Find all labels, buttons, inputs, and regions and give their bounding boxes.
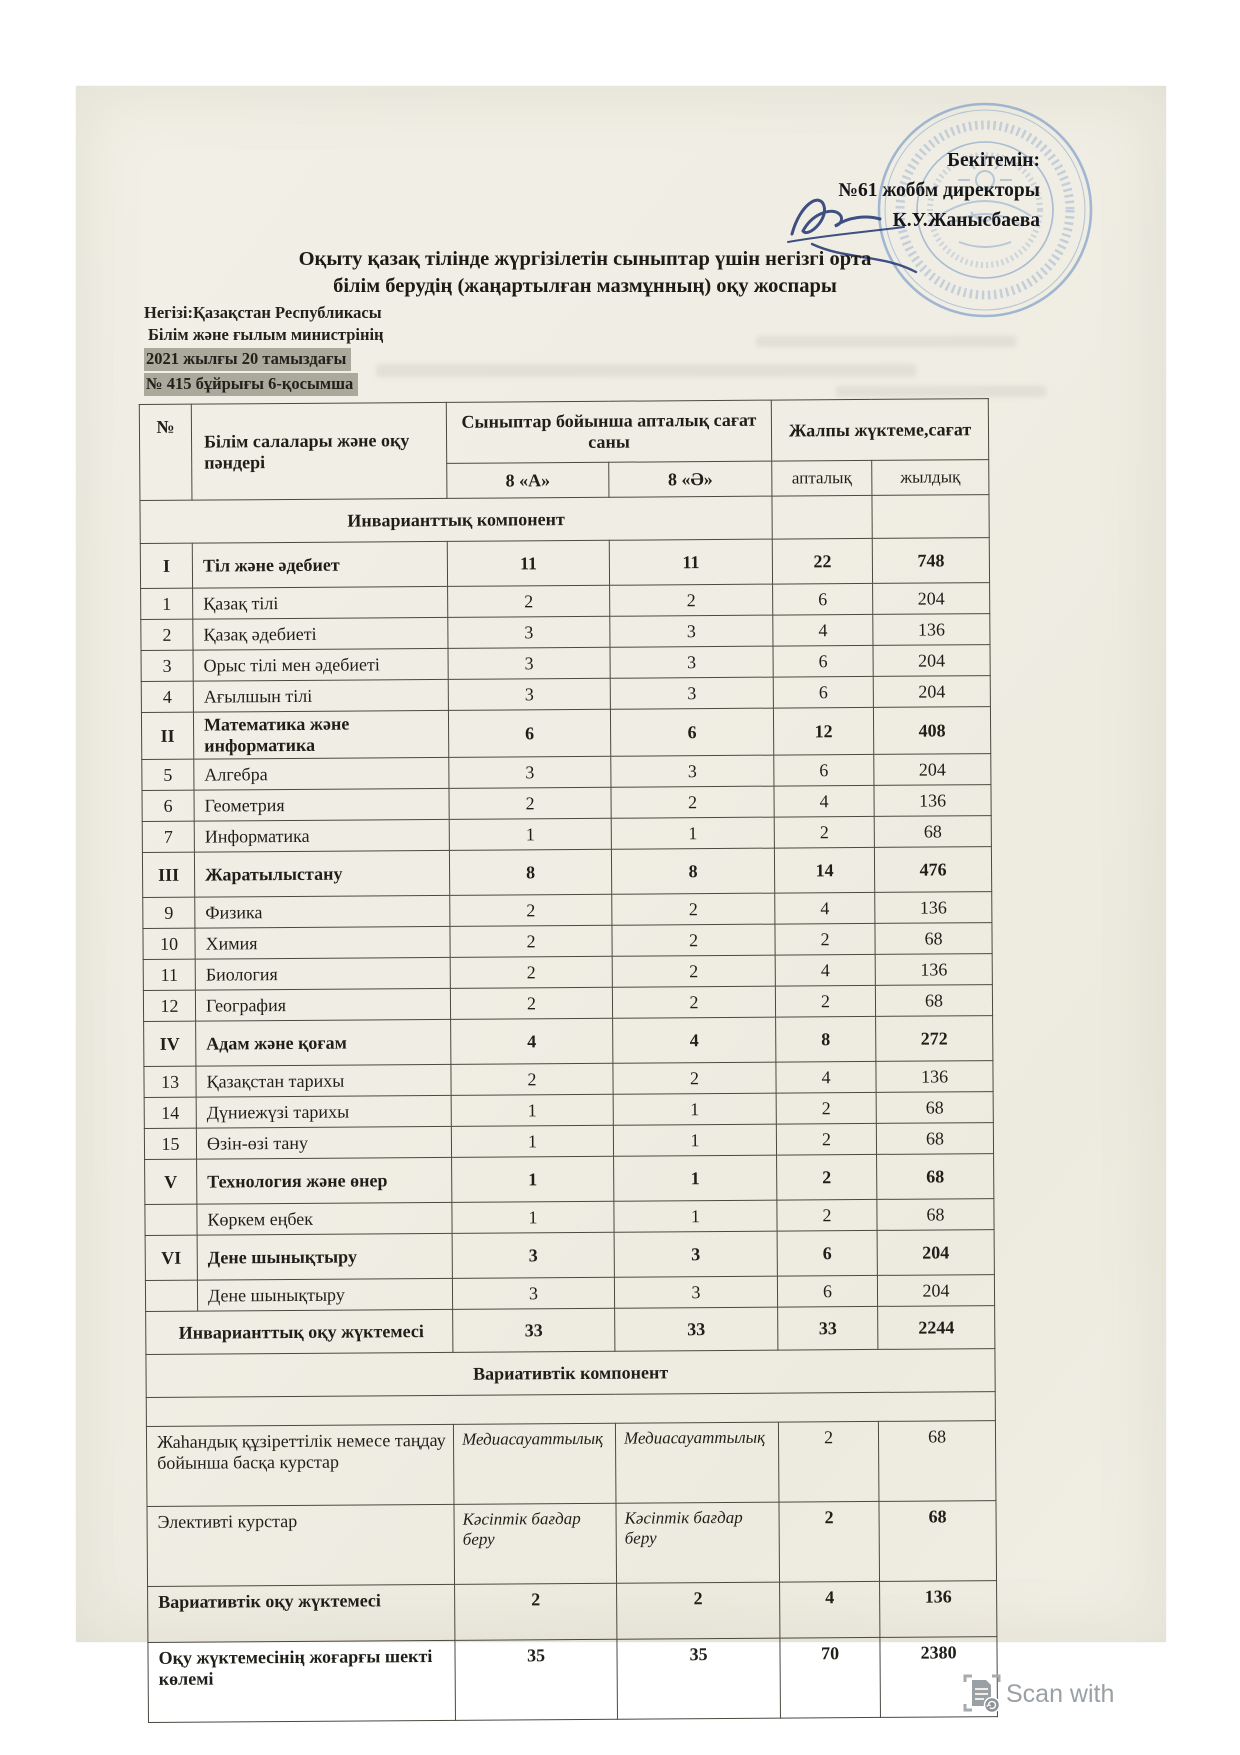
title-line-1: Оқыту қазақ тілінде жүргізілетін сыныптар үшін негізгі орта <box>298 248 872 270</box>
class-a-hours-cell: 2 <box>450 925 612 957</box>
row-number-cell: 1 <box>141 588 193 619</box>
table-row <box>142 847 991 898</box>
subject-cell: Қазақ әдебиеті <box>193 617 448 650</box>
class-b-hours-cell: 2 <box>611 786 774 818</box>
subject-cell: Қазақстан тарихы <box>196 1064 451 1097</box>
yearly-total-cell: 204 <box>873 645 990 677</box>
class-a-hours-cell: 6 <box>448 709 610 757</box>
class-a-hours-cell: 3 <box>452 1277 614 1309</box>
curriculum-table-body <box>140 495 998 1723</box>
print-bleed-artifact <box>756 336 1016 347</box>
weekly-total-cell: 6 <box>777 1275 877 1307</box>
class-b-hours-cell: 2 <box>613 1062 776 1094</box>
class-a-hours-cell: 2 <box>450 956 612 988</box>
table-row <box>148 1637 998 1723</box>
class-a-hours-cell: Медиасауаттылық <box>453 1423 616 1504</box>
row-number-cell: 7 <box>142 821 194 852</box>
yearly-total-cell: 476 <box>874 847 991 893</box>
weekly-total-cell: 4 <box>773 614 873 646</box>
class-b-hours-cell: 11 <box>609 539 772 585</box>
yearly-total-cell: 68 <box>879 1501 997 1582</box>
subject-cell: Орыс тілі мен әдебиеті <box>193 648 448 681</box>
row-number-cell: 15 <box>144 1128 196 1159</box>
class-b-hours-cell: 1 <box>611 817 774 849</box>
subject-cell: География <box>195 988 450 1021</box>
yearly-total-cell: 68 <box>875 923 992 955</box>
row-number-cell: 3 <box>141 650 193 681</box>
header-total-load: Жалпы жүктеме,сағат <box>771 399 988 462</box>
scanner-watermark <box>962 1672 1114 1716</box>
weekly-total-cell: 14 <box>774 847 874 893</box>
section-title-cell: Вариативтік компонент <box>146 1349 995 1398</box>
yearly-total-cell: 136 <box>876 1061 993 1093</box>
table-row <box>146 1306 995 1355</box>
class-a-hours-cell: 2 <box>455 1583 617 1640</box>
basis-line-4-highlighted: № 415 бұйрығы 6-қосымша <box>144 373 358 396</box>
yearly-total-cell: 68 <box>876 1092 993 1124</box>
weekly-total-cell: 6 <box>773 583 873 615</box>
weekly-total-cell: 8 <box>776 1016 876 1062</box>
subject-cell: Қазақ тілі <box>193 586 448 619</box>
subject-cell: Геометрия <box>194 788 449 821</box>
yearly-total-cell: 68 <box>877 1154 994 1200</box>
subject-cell: Химия <box>195 926 450 959</box>
label-cell: Элективті курстар <box>147 1504 455 1586</box>
class-a-hours-cell: 2 <box>449 787 611 819</box>
weekly-total-cell: 70 <box>780 1637 881 1718</box>
weekly-total-cell: 2 <box>777 1154 877 1200</box>
yearly-total-cell: 68 <box>877 1199 994 1231</box>
yearly-total-cell: 68 <box>876 1123 993 1155</box>
weekly-total-cell: 22 <box>772 538 872 584</box>
table-row <box>144 1016 993 1067</box>
yearly-total-cell: 136 <box>873 614 990 646</box>
subject-cell: Дүниежүзі тарихы <box>196 1095 451 1128</box>
weekly-total-cell: 4 <box>775 892 875 924</box>
header-weekly-by-class: Сыныптар бойынша апталық сағат саны <box>446 400 771 463</box>
row-number-cell: 13 <box>144 1066 196 1097</box>
class-b-hours-cell: 2 <box>612 986 775 1018</box>
empty-weekly-cell <box>772 495 872 539</box>
subject-cell: Көркем еңбек <box>197 1202 452 1235</box>
header-class-a: 8 «А» <box>447 462 609 498</box>
class-b-hours-cell: 2 <box>610 584 773 616</box>
curriculum-table <box>139 398 998 1723</box>
yearly-total-cell: 748 <box>872 538 989 584</box>
class-a-hours-cell: 3 <box>448 616 610 648</box>
class-b-hours-cell: 3 <box>610 646 773 678</box>
class-b-hours-cell: 3 <box>610 677 773 709</box>
yearly-total-cell: 204 <box>873 676 990 708</box>
yearly-total-cell: 136 <box>875 954 992 986</box>
subject-cell: Өзін-өзі тану <box>196 1126 451 1159</box>
approve-label: Бекітемін: <box>947 150 1040 171</box>
class-a-hours-cell: 3 <box>448 678 610 710</box>
row-number-cell: III <box>142 852 194 897</box>
table-row <box>145 1230 994 1281</box>
document-title <box>76 246 1166 300</box>
yearly-total-cell: 272 <box>876 1016 993 1062</box>
weekly-total-cell: 2 <box>776 1092 876 1124</box>
class-a-hours-cell: Кәсіптік бағдар беру <box>454 1503 617 1584</box>
yearly-total-cell: 68 <box>878 1421 996 1502</box>
weekly-total-cell: 2 <box>779 1501 880 1582</box>
subject-cell: Дене шынықтыру <box>197 1233 452 1280</box>
weekly-total-cell: 4 <box>774 785 874 817</box>
yearly-total-cell: 2380 <box>880 1637 998 1718</box>
yearly-total-cell: 204 <box>873 583 990 615</box>
class-a-hours-cell: 8 <box>449 849 611 895</box>
yearly-total-cell: 204 <box>874 754 991 786</box>
header-yearly: жылдық <box>872 460 989 496</box>
scanned-page <box>76 86 1166 1689</box>
class-b-hours-cell: 3 <box>611 755 774 787</box>
class-a-hours-cell: 11 <box>447 540 609 586</box>
row-number-cell: 5 <box>142 759 194 790</box>
print-bleed-artifact <box>836 386 1046 397</box>
weekly-total-cell: 2 <box>774 816 874 848</box>
header-class-b: 8 «Ә» <box>609 461 772 497</box>
weekly-total-cell: 2 <box>777 1199 877 1231</box>
class-b-hours-cell: 8 <box>611 848 774 894</box>
table-row <box>145 1154 994 1205</box>
label-cell: Оқу жүктемесінің жоғарғы шекті көлемі <box>148 1640 456 1722</box>
subject-cell: Ағылшын тілі <box>193 679 448 712</box>
class-a-hours-cell: 33 <box>453 1308 615 1352</box>
class-b-hours-cell: 2 <box>612 955 775 987</box>
class-a-hours-cell: 1 <box>451 1125 613 1157</box>
row-number-cell: 14 <box>144 1097 196 1128</box>
class-b-hours-cell: Кәсіптік бағдар беру <box>616 1502 780 1583</box>
header-subjects: Білім салалары және оқу пәндері <box>191 402 447 500</box>
table-row <box>148 1581 997 1643</box>
class-a-hours-cell: 2 <box>451 1063 613 1095</box>
class-b-hours-cell: 3 <box>610 615 773 647</box>
table-row <box>140 495 989 544</box>
class-b-hours-cell: Медиасауаттылық <box>615 1422 779 1503</box>
class-b-hours-cell: 2 <box>612 893 775 925</box>
label-cell: Вариативтік оқу жүктемесі <box>148 1584 455 1642</box>
header-num: № <box>139 404 192 500</box>
table-row <box>141 707 990 760</box>
yearly-total-cell: 68 <box>874 816 991 848</box>
weekly-total-cell: 2 <box>775 985 875 1017</box>
class-b-hours-cell: 6 <box>610 708 773 756</box>
row-number-cell: VI <box>145 1235 197 1280</box>
subject-cell: Алгебра <box>194 757 449 790</box>
yearly-total-cell: 2244 <box>878 1306 995 1350</box>
subject-cell: Технология және өнер <box>197 1157 452 1204</box>
class-a-hours-cell: 2 <box>450 987 612 1019</box>
yearly-total-cell: 136 <box>874 785 991 817</box>
table-row <box>140 538 989 589</box>
print-bleed-artifact <box>376 364 916 377</box>
yearly-total-cell: 136 <box>880 1581 997 1638</box>
row-number-cell: V <box>145 1159 197 1204</box>
weekly-total-cell: 33 <box>778 1306 878 1350</box>
yearly-total-cell: 68 <box>875 985 992 1017</box>
row-number-cell: 6 <box>142 790 194 821</box>
weekly-total-cell: 2 <box>778 1421 879 1502</box>
row-number-cell: 4 <box>141 681 193 712</box>
weekly-total-cell: 6 <box>773 676 873 708</box>
row-number-cell: I <box>140 543 192 588</box>
row-number-cell: 2 <box>141 619 193 650</box>
basis-line-1: Негізі:Қазақстан Республикасы <box>144 303 382 322</box>
class-a-hours-cell: 3 <box>449 756 611 788</box>
row-number-cell: 12 <box>143 990 195 1021</box>
yearly-total-cell: 204 <box>877 1275 994 1307</box>
yearly-total-cell: 136 <box>875 892 992 924</box>
subject-cell: Информатика <box>194 819 449 852</box>
weekly-total-cell: 6 <box>774 754 874 786</box>
class-b-hours-cell: 35 <box>617 1638 781 1719</box>
label-cell: Жаһандық құзіреттілік немесе таңдау бойынша басқа курстар <box>146 1424 454 1506</box>
row-number-cell: 9 <box>143 897 195 928</box>
weekly-total-cell: 2 <box>775 923 875 955</box>
subject-cell: Биология <box>195 957 450 990</box>
basis-note <box>144 302 384 396</box>
class-b-hours-cell: 33 <box>615 1307 778 1351</box>
row-number-cell: IV <box>144 1021 196 1066</box>
class-a-hours-cell: 1 <box>451 1094 613 1126</box>
subject-cell: Жаратылыстану <box>194 850 449 897</box>
class-b-hours-cell: 1 <box>614 1155 777 1201</box>
subject-cell: Физика <box>195 895 450 928</box>
row-number-cell <box>145 1204 197 1235</box>
basis-line-3-highlighted: 2021 жылғы 20 тамыздағы <box>144 348 351 371</box>
class-a-hours-cell: 1 <box>452 1156 614 1202</box>
weekly-total-cell: 6 <box>773 645 873 677</box>
subject-cell: Адам және қоғам <box>196 1019 451 1066</box>
class-a-hours-cell: 1 <box>449 818 611 850</box>
table-row <box>146 1421 996 1507</box>
class-a-hours-cell: 35 <box>455 1639 618 1720</box>
class-b-hours-cell: 2 <box>612 924 775 956</box>
director-name: К.У.Жанысбаева <box>892 210 1040 231</box>
director-line: №61 жоббм директоры <box>838 180 1040 201</box>
class-a-hours-cell: 2 <box>450 894 612 926</box>
class-a-hours-cell: 1 <box>452 1201 614 1233</box>
header-weekly: апталық <box>772 460 872 496</box>
class-b-hours-cell: 3 <box>614 1231 777 1277</box>
table-row <box>147 1501 997 1587</box>
basis-line-2: Білім және ғылым министрінің <box>148 325 384 344</box>
class-b-hours-cell: 1 <box>614 1200 777 1232</box>
title-line-2: білім берудің (жаңартылған мазмұнның) оқу жоспары <box>333 275 837 297</box>
label-cell: Инварианттық оқу жүктемесі <box>146 1309 453 1354</box>
class-a-hours-cell: 3 <box>452 1232 614 1278</box>
table-row <box>146 1349 995 1398</box>
row-number-cell <box>145 1280 197 1311</box>
weekly-total-cell: 4 <box>775 954 875 986</box>
yearly-total-cell: 204 <box>877 1230 994 1276</box>
class-a-hours-cell: 2 <box>448 585 610 617</box>
class-b-hours-cell: 2 <box>617 1582 780 1639</box>
subject-cell: Математика және информатика <box>193 710 448 759</box>
row-number-cell: 10 <box>143 928 195 959</box>
class-b-hours-cell: 1 <box>613 1093 776 1125</box>
class-b-hours-cell: 4 <box>613 1017 776 1063</box>
watermark-label: Scan with <box>1006 1679 1115 1708</box>
weekly-total-cell: 4 <box>776 1061 876 1093</box>
class-a-hours-cell: 4 <box>451 1018 613 1064</box>
class-b-hours-cell: 1 <box>613 1124 776 1156</box>
row-number-cell: II <box>141 712 193 759</box>
class-a-hours-cell: 3 <box>448 647 610 679</box>
class-b-hours-cell: 3 <box>614 1276 777 1308</box>
subject-cell: Тіл және әдебиет <box>192 541 447 588</box>
weekly-total-cell: 2 <box>776 1123 876 1155</box>
subject-cell: Дене шынықтыру <box>197 1278 452 1311</box>
row-number-cell: 11 <box>143 959 195 990</box>
weekly-total-cell: 6 <box>777 1230 877 1276</box>
weekly-total-cell: 12 <box>773 707 873 755</box>
yearly-total-cell: 408 <box>873 707 990 755</box>
weekly-total-cell: 4 <box>780 1581 880 1638</box>
section-title-cell: Инварианттық компонент <box>140 496 772 543</box>
scan-document-icon <box>962 1672 1002 1716</box>
empty-yearly-cell <box>872 495 989 539</box>
